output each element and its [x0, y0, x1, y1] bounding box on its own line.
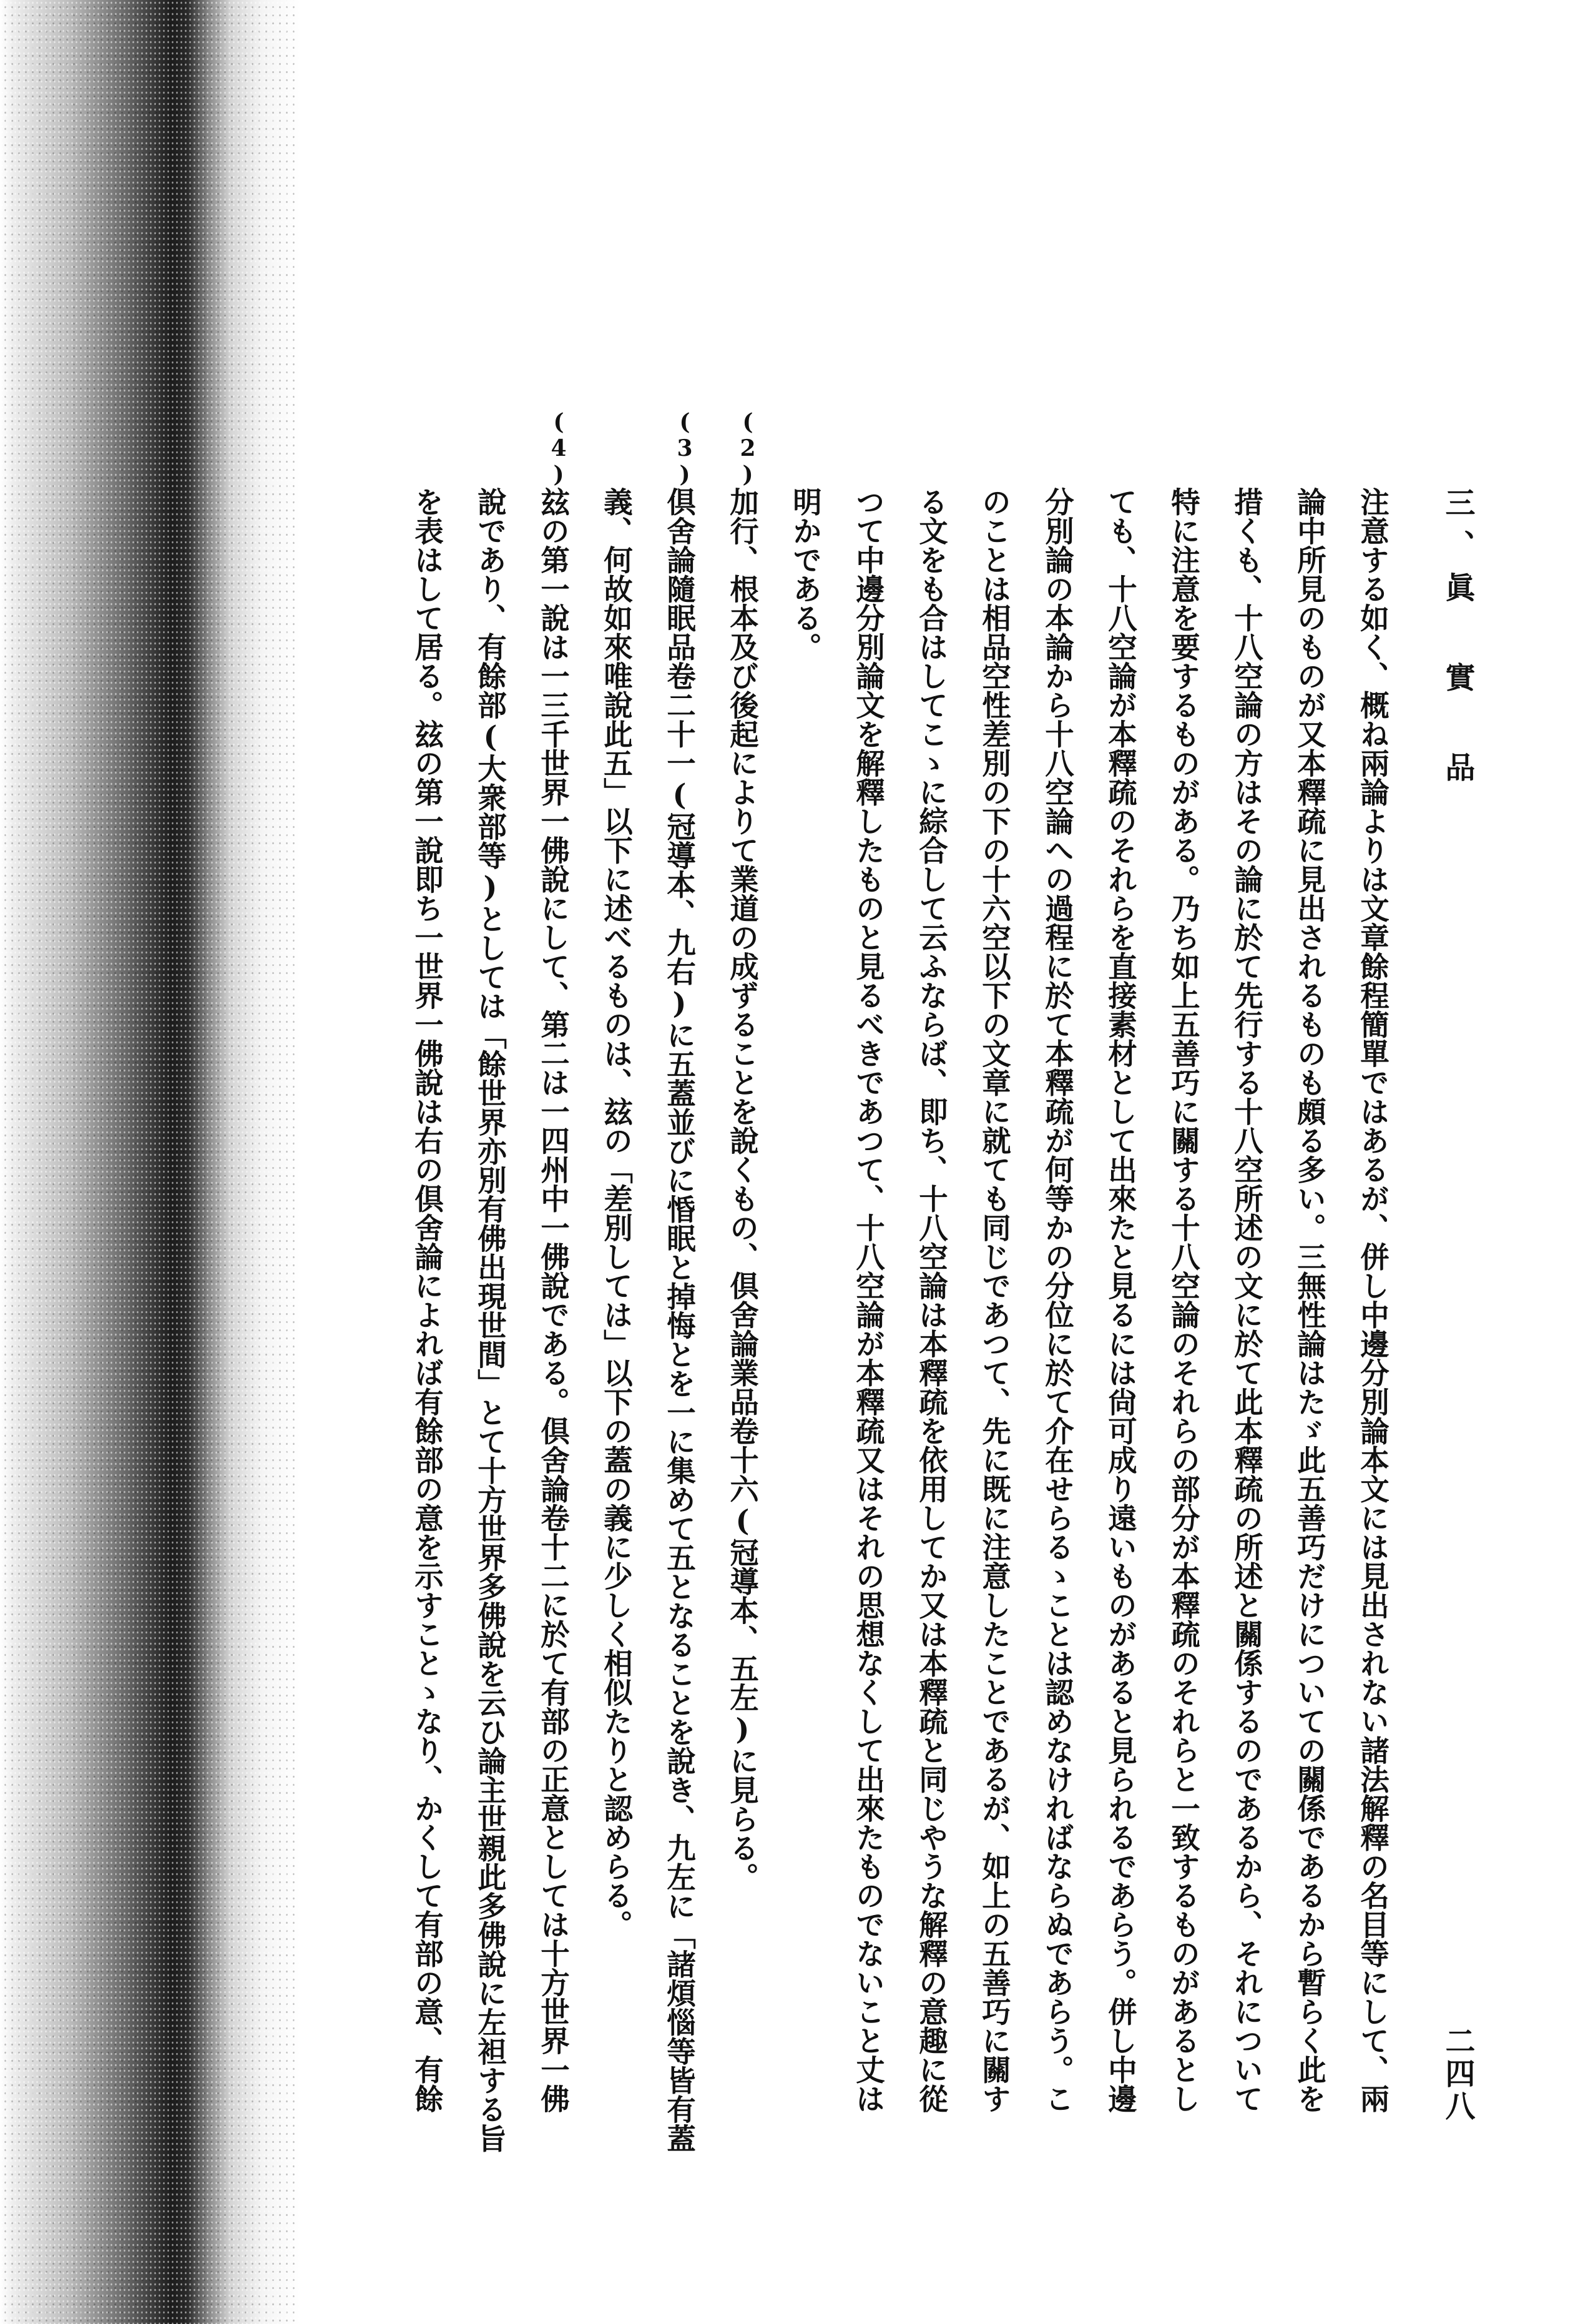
text-line: る文をも合はしてこゝに綜合して云ふならば、即ち、十八空論は本釋疏を依用してか又は本釋疏と同じやうな解釋の意趣に從 — [914, 487, 949, 2113]
note-number: (2) — [735, 409, 761, 488]
note-2 — [711, 409, 774, 2123]
text-line: つて中邊分別論文を解釋したものと見るべきであつて、十八空論が本釋疏又はそれの思想なくして出來たものでないこと丈は — [851, 487, 886, 2113]
text-line: ても、十八空論が本釋疏のそれらを直接素材として出來たと見るには尙可成り遠いものがあると見られるであらう。併し中邊 — [1104, 487, 1138, 2113]
note-number: (4) — [546, 409, 572, 488]
note-line: 義、何故如來唯說此五」以下に述べるものは、玆の「差別しては」以下の蓋の義に少しく相似たりと認めらる。 — [599, 487, 634, 1939]
text-line: 注意する如く、概ね兩論よりは文章餘程簡單ではあるが、併し中邊分別論本文には見出されない諸法解釋の名目等にして、兩 — [1356, 487, 1390, 2113]
book-page — [325, 409, 1479, 2153]
section-title: 三、眞 實 品 — [1440, 487, 1475, 794]
note-line: を表はして居る。玆の第一說即ち一世界一佛說は右の倶舍論によれば有餘部の意を示すことゝなり、かくして有部の意、有餘 — [410, 487, 444, 2113]
text-line: 分別論の本論から十八空論への過程に於て本釋疏が何等かの分位に於て介在せらるゝことは認めなければならぬであらう。こ — [1041, 487, 1075, 2113]
note-number: (3) — [672, 409, 698, 488]
text-line: 明かである。 — [788, 487, 823, 661]
note-line: 加行、根本及び後起によりて業道の成ずることを說くもの、倶舍論業品卷十六(冠導本、五左)に見らる。 — [725, 487, 760, 1891]
text-line: 特に注意を要するものがある。乃ち如上五善巧に關する十八空論のそれらの部分が本釋疏のそれらと一致するものがあるとし — [1167, 487, 1201, 2113]
body-text — [325, 409, 1404, 2153]
note-line: 倶舍論隨眠品卷二十一(冠導本、九右)に五蓋並びに惛眠と掉悔とを一に集めて五となることを說き、九左に「諸煩惱等皆有蓋 — [662, 487, 697, 2153]
running-head — [1436, 487, 1479, 2123]
text-line: 措くも、十八空論の方はその論に於て先行する十八空所述の文に於て此本釋疏の所述と關係するのであるから、それについて — [1230, 487, 1264, 2113]
note-4 — [522, 409, 585, 2123]
note-3 — [648, 409, 711, 2153]
scan-noise — [0, 0, 300, 2324]
note-line: 玆の第一說は一三千世界一佛說にして、第二は一四州中一佛說である。倶舍論卷十二に於て有部の正意としては十方世界一佛 — [536, 487, 571, 2113]
text-line: のことは相品空性差別の下の十六空以下の文章に就ても同じであつて、先に既に注意したことであるが、如上の五善巧に關す — [978, 487, 1012, 2113]
text-line: 論中所見のものが又本釋疏に見出されるものも頗る多い。三無性論はたゞ此五善巧だけについての關係であるから暫らく此を — [1293, 487, 1327, 2113]
note-line: 說であり、有餘部(大衆部等)としては「餘世界亦別有佛出現世間」とて十方世界多佛說を云ひ論主世親此多佛說に左袒する旨 — [473, 487, 507, 2153]
page-number: 二四八 — [1440, 2026, 1475, 2123]
